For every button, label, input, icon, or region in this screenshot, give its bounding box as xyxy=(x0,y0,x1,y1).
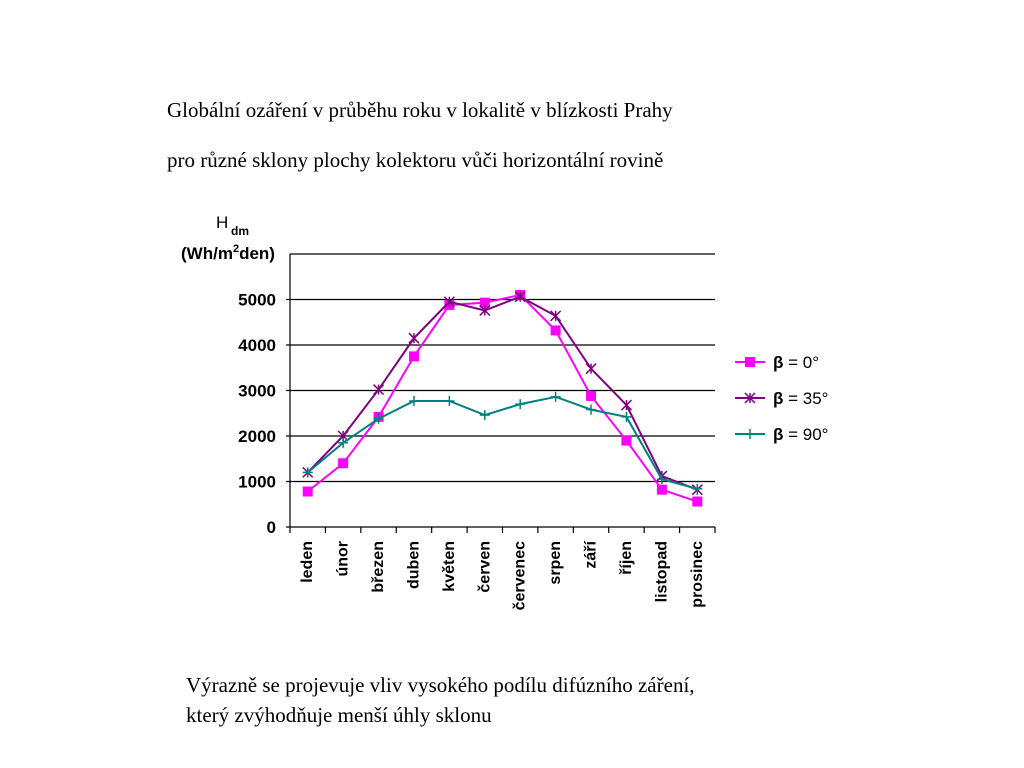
caption xyxy=(186,670,695,730)
y-axis-unit-power: 2 xyxy=(232,243,240,255)
y-tick-label: 0 xyxy=(266,518,276,537)
x-tick-label: duben xyxy=(405,541,423,589)
series-3-point xyxy=(409,396,419,406)
x-tick-label: květen xyxy=(440,541,458,592)
series-2-point xyxy=(621,400,631,410)
series-2-point xyxy=(374,385,384,395)
x-tick-label: září xyxy=(582,541,600,569)
series-3-point xyxy=(515,399,525,409)
series-2-point xyxy=(551,311,561,321)
legend-entry-3-value: = 90° xyxy=(783,425,829,444)
series-3-line xyxy=(308,397,698,489)
x-tick-label: leden xyxy=(299,541,317,583)
x-tick-label: prosinec xyxy=(688,541,706,608)
y-tick-label: 1000 xyxy=(238,472,276,492)
series-1-point xyxy=(338,458,348,468)
x-tick-label: únor xyxy=(334,541,352,577)
series-3-point xyxy=(551,392,561,402)
series-1-point xyxy=(303,487,313,497)
chart-title-line-2: pro různé sklony plochy kolektoru vůči horizontální rovině xyxy=(167,148,664,172)
legend-entry-1-marker xyxy=(745,357,755,367)
y-tick-label: 3000 xyxy=(238,381,276,401)
x-tick-label: srpen xyxy=(547,541,565,585)
legend-entry-2-beta: β xyxy=(773,389,784,408)
series-1-point xyxy=(409,351,419,361)
y-axis-title xyxy=(181,213,275,263)
legend-entry-3-beta: β xyxy=(773,425,784,444)
caption-line-2: který zvýhodňuje menší úhly sklonu xyxy=(186,703,492,727)
legend-entry-2-label xyxy=(773,389,828,408)
legend-entry-3-marker xyxy=(745,429,755,439)
x-tick-label: červen xyxy=(476,541,494,593)
series-group xyxy=(303,290,703,507)
series-3-point xyxy=(586,405,596,415)
y-axis-unit xyxy=(181,243,275,263)
legend-entry-1-value: = 0° xyxy=(783,353,820,372)
caption-line-1: Výrazně se projevuje vliv vysokého podílu difúzního záření, xyxy=(186,673,695,697)
y-tick-label: 4000 xyxy=(238,336,276,355)
x-tick-label: listopad xyxy=(653,541,671,603)
legend-entry-1-beta: β xyxy=(773,353,784,372)
x-tick-label: březen xyxy=(370,541,388,593)
y-axis-ticks xyxy=(238,291,290,538)
series-1-point xyxy=(692,497,702,507)
series-1-point xyxy=(657,485,667,495)
series-3-point xyxy=(444,396,454,406)
legend-entry-1-label xyxy=(773,353,819,372)
series-1-line xyxy=(308,295,698,502)
x-tick-label: říjen xyxy=(617,541,635,575)
series-2-point xyxy=(409,333,419,343)
x-tick-label: červenec xyxy=(511,541,529,611)
y-tick-label: 5000 xyxy=(238,290,276,310)
chart-title-line-1: Globální ozáření v průběhu roku v lokalitě v blízkosti Prahy xyxy=(167,98,673,122)
series-2-line xyxy=(308,297,698,490)
series-3-point xyxy=(657,474,667,484)
series-1-point xyxy=(551,325,561,335)
legend-entry-3-label xyxy=(773,425,828,444)
y-axis-subscript: dm xyxy=(231,224,249,238)
series-3-point xyxy=(480,410,490,420)
series-2-point xyxy=(586,364,596,374)
y-axis-unit-suffix: den) xyxy=(239,244,275,263)
legend-entry-2-value: = 35° xyxy=(783,389,829,408)
y-axis-symbol: H xyxy=(216,213,229,232)
series-1-point xyxy=(586,391,596,401)
gridlines xyxy=(290,254,715,482)
series-1-point xyxy=(621,436,631,446)
y-axis-unit-prefix: (Wh/m xyxy=(181,244,233,263)
legend xyxy=(735,353,828,444)
y-tick-label: 2000 xyxy=(238,427,276,446)
x-axis xyxy=(290,254,715,610)
